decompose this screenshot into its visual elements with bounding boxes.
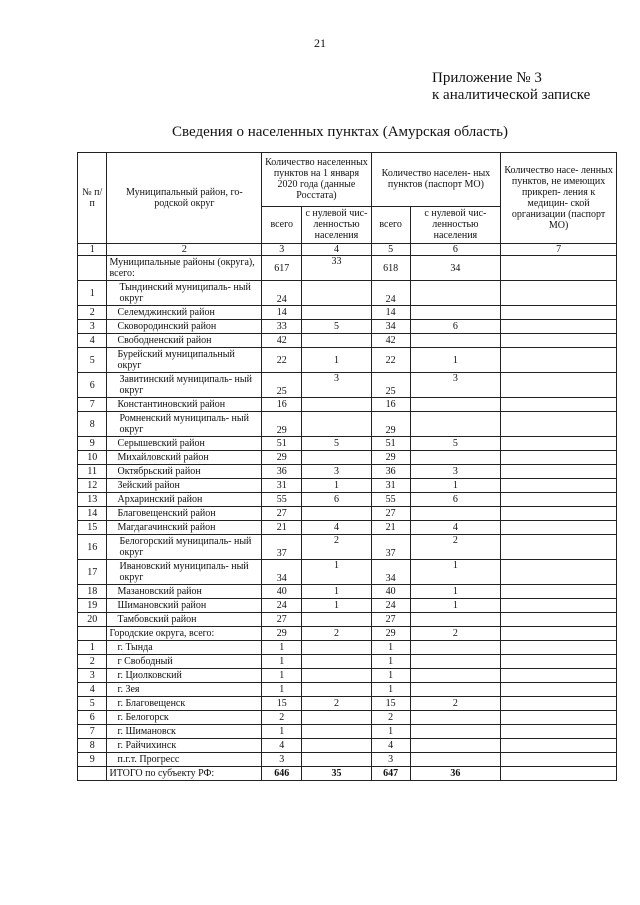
district-row bbox=[78, 412, 617, 437]
zero-passport: 6 bbox=[410, 493, 501, 507]
unattached-count bbox=[501, 507, 617, 521]
row-number: 6 bbox=[78, 711, 107, 725]
row-number: 7 bbox=[78, 725, 107, 739]
zero-rosstat: 1 bbox=[302, 479, 371, 493]
total-rosstat: 1 bbox=[262, 641, 302, 655]
unattached-count bbox=[501, 560, 617, 585]
unattached-count bbox=[501, 711, 617, 725]
row-name: г. Белогорск bbox=[107, 711, 262, 725]
zero-rosstat bbox=[302, 613, 371, 627]
total-rosstat: 22 bbox=[262, 348, 302, 373]
page-number: 21 bbox=[314, 36, 326, 50]
row-number: 4 bbox=[78, 334, 107, 348]
document-title: Сведения о населенных пунктах (Амурская область) bbox=[172, 124, 508, 140]
row-number: 17 bbox=[78, 560, 107, 585]
zero-passport: 1 bbox=[410, 479, 501, 493]
total-passport: 15 bbox=[371, 697, 410, 711]
municipal-total-label: Муниципальные районы (округа), всего: bbox=[107, 256, 262, 281]
row-number: 19 bbox=[78, 599, 107, 613]
row-number: 2 bbox=[78, 306, 107, 320]
district-row bbox=[78, 334, 617, 348]
city-row bbox=[78, 753, 617, 767]
unattached-count bbox=[501, 465, 617, 479]
district-row bbox=[78, 348, 617, 373]
zero-passport bbox=[410, 753, 501, 767]
zero-rosstat bbox=[302, 725, 371, 739]
zero-rosstat: 1 bbox=[302, 599, 371, 613]
total-rosstat: 2 bbox=[262, 711, 302, 725]
column-index: 2 bbox=[107, 244, 262, 256]
header-district: Муниципальный район, го- родской округ bbox=[107, 153, 262, 244]
unattached-count bbox=[501, 398, 617, 412]
zero-rosstat bbox=[302, 412, 371, 437]
unattached-count bbox=[501, 683, 617, 697]
total-passport: 22 bbox=[371, 348, 410, 373]
row-name: г. Райчихинск bbox=[107, 739, 262, 753]
zero-passport bbox=[410, 451, 501, 465]
row-number: 20 bbox=[78, 613, 107, 627]
total-rosstat: 24 bbox=[262, 599, 302, 613]
urban-total-rosstat: 29 bbox=[262, 627, 302, 641]
total-passport: 1 bbox=[371, 683, 410, 697]
row-name: п.г.т. Прогресс bbox=[107, 753, 262, 767]
unattached-count bbox=[501, 753, 617, 767]
total-rosstat: 1 bbox=[262, 655, 302, 669]
total-rosstat: 31 bbox=[262, 479, 302, 493]
unattached-count bbox=[501, 697, 617, 711]
column-index: 6 bbox=[410, 244, 501, 256]
zero-passport: 5 bbox=[410, 437, 501, 451]
row-name: Сковородинский район bbox=[107, 320, 262, 334]
header-zero-passport: с нулевой чис- ленностью населения bbox=[410, 206, 501, 243]
total-rosstat: 3 bbox=[262, 753, 302, 767]
unattached-count bbox=[501, 655, 617, 669]
total-rosstat: 36 bbox=[262, 465, 302, 479]
district-row bbox=[78, 599, 617, 613]
municipal-total-row bbox=[78, 256, 617, 281]
row-number: 5 bbox=[78, 697, 107, 711]
zero-passport bbox=[410, 641, 501, 655]
zero-passport bbox=[410, 306, 501, 320]
total-rosstat: 51 bbox=[262, 437, 302, 451]
grand-total-row bbox=[78, 767, 617, 781]
district-row bbox=[78, 437, 617, 451]
total-rosstat: 40 bbox=[262, 585, 302, 599]
total-rosstat: 1 bbox=[262, 683, 302, 697]
zero-passport: 3 bbox=[410, 373, 501, 398]
total-passport: 31 bbox=[371, 479, 410, 493]
total-rosstat: 1 bbox=[262, 725, 302, 739]
zero-passport: 3 bbox=[410, 465, 501, 479]
row-name: Селемджинский район bbox=[107, 306, 262, 320]
unattached-count bbox=[501, 641, 617, 655]
zero-passport: 1 bbox=[410, 585, 501, 599]
appendix-caption bbox=[432, 70, 590, 104]
zero-rosstat bbox=[302, 306, 371, 320]
zero-passport bbox=[410, 281, 501, 306]
zero-rosstat bbox=[302, 711, 371, 725]
header-unattached: Количество насе- ленных пунктов, не имеющих прикреп- ления к медицин- ской организации (паспорт МО) bbox=[501, 153, 617, 244]
zero-passport bbox=[410, 725, 501, 739]
total-passport: 24 bbox=[371, 281, 410, 306]
municipal-zero-passport: 34 bbox=[410, 256, 501, 281]
zero-rosstat bbox=[302, 683, 371, 697]
zero-rosstat bbox=[302, 753, 371, 767]
total-passport: 3 bbox=[371, 753, 410, 767]
row-name: Тындинский муниципаль- ный округ bbox=[107, 281, 262, 306]
total-passport: 40 bbox=[371, 585, 410, 599]
row-number: 15 bbox=[78, 521, 107, 535]
row-number: 10 bbox=[78, 451, 107, 465]
row-name: Константиновский район bbox=[107, 398, 262, 412]
zero-rosstat bbox=[302, 739, 371, 753]
total-rosstat: 29 bbox=[262, 412, 302, 437]
total-rosstat: 55 bbox=[262, 493, 302, 507]
district-row bbox=[78, 398, 617, 412]
row-name: г. Шимановск bbox=[107, 725, 262, 739]
district-row bbox=[78, 613, 617, 627]
unattached-count bbox=[501, 451, 617, 465]
unattached-count bbox=[501, 669, 617, 683]
row-number: 11 bbox=[78, 465, 107, 479]
unattached-count bbox=[501, 373, 617, 398]
grand-total-rosstat: 646 bbox=[262, 767, 302, 781]
unattached-count bbox=[501, 320, 617, 334]
city-row bbox=[78, 725, 617, 739]
row-name: Белогорский муниципаль- ный округ bbox=[107, 535, 262, 560]
zero-rosstat: 2 bbox=[302, 535, 371, 560]
grand-total-passport: 647 bbox=[371, 767, 410, 781]
zero-rosstat bbox=[302, 281, 371, 306]
column-index: 5 bbox=[371, 244, 410, 256]
district-row bbox=[78, 585, 617, 599]
zero-rosstat: 2 bbox=[302, 697, 371, 711]
municipal-zero-rosstat: 33 bbox=[302, 256, 371, 281]
zero-rosstat: 1 bbox=[302, 560, 371, 585]
row-number: 3 bbox=[78, 320, 107, 334]
total-passport: 16 bbox=[371, 398, 410, 412]
total-passport: 55 bbox=[371, 493, 410, 507]
district-row bbox=[78, 306, 617, 320]
row-number: 5 bbox=[78, 348, 107, 373]
row-name: Магдагачинский район bbox=[107, 521, 262, 535]
city-row bbox=[78, 697, 617, 711]
row-number: 6 bbox=[78, 373, 107, 398]
urban-total-label: Городские округа, всего: bbox=[107, 627, 262, 641]
settlements-table bbox=[77, 152, 617, 781]
table-header bbox=[78, 153, 617, 244]
unattached-count bbox=[501, 348, 617, 373]
total-passport: 1 bbox=[371, 669, 410, 683]
row-name: Ивановский муниципаль- ный округ bbox=[107, 560, 262, 585]
header-passport: Количество населен- ных пунктов (паспорт МО) bbox=[371, 153, 500, 207]
unattached-count bbox=[501, 493, 617, 507]
row-number: 4 bbox=[78, 683, 107, 697]
grand-zero-passport: 36 bbox=[410, 767, 501, 781]
column-index-row bbox=[78, 244, 617, 256]
row-name: Завитинский муниципаль- ный округ bbox=[107, 373, 262, 398]
column-index: 7 bbox=[501, 244, 617, 256]
zero-rosstat: 1 bbox=[302, 348, 371, 373]
unattached-count bbox=[501, 725, 617, 739]
total-passport: 1 bbox=[371, 655, 410, 669]
total-rosstat: 27 bbox=[262, 613, 302, 627]
row-name: Благовещенский район bbox=[107, 507, 262, 521]
row-name: Бурейский муниципальный округ bbox=[107, 348, 262, 373]
zero-passport: 2 bbox=[410, 535, 501, 560]
row-number: 8 bbox=[78, 739, 107, 753]
city-row bbox=[78, 669, 617, 683]
table-body bbox=[78, 244, 617, 781]
header-rosstat: Количество населенных пунктов на 1 января 2020 года (данные Росстата) bbox=[262, 153, 371, 207]
municipal-total-rosstat: 617 bbox=[262, 256, 302, 281]
urban-zero-rosstat: 2 bbox=[302, 627, 371, 641]
total-passport: 2 bbox=[371, 711, 410, 725]
row-name: Свободненский район bbox=[107, 334, 262, 348]
row-name: Ромненский муниципаль- ный округ bbox=[107, 412, 262, 437]
row-number: 9 bbox=[78, 437, 107, 451]
total-rosstat: 25 bbox=[262, 373, 302, 398]
zero-passport bbox=[410, 655, 501, 669]
zero-rosstat: 1 bbox=[302, 585, 371, 599]
row-number: 2 bbox=[78, 655, 107, 669]
district-row bbox=[78, 560, 617, 585]
district-row bbox=[78, 320, 617, 334]
row-name: г. Циолковский bbox=[107, 669, 262, 683]
total-passport: 34 bbox=[371, 320, 410, 334]
zero-passport bbox=[410, 507, 501, 521]
zero-passport bbox=[410, 613, 501, 627]
unattached-count bbox=[501, 521, 617, 535]
column-index: 3 bbox=[262, 244, 302, 256]
header-num: № п/п bbox=[78, 153, 107, 244]
total-passport: 24 bbox=[371, 599, 410, 613]
unattached-count bbox=[501, 306, 617, 320]
zero-passport bbox=[410, 669, 501, 683]
zero-rosstat: 6 bbox=[302, 493, 371, 507]
total-rosstat: 34 bbox=[262, 560, 302, 585]
row-name: г. Зея bbox=[107, 683, 262, 697]
total-passport: 1 bbox=[371, 725, 410, 739]
zero-passport bbox=[410, 683, 501, 697]
unattached-count bbox=[501, 739, 617, 753]
unattached-count bbox=[501, 334, 617, 348]
row-name: Октябрьский район bbox=[107, 465, 262, 479]
row-number: 9 bbox=[78, 753, 107, 767]
row-number: 16 bbox=[78, 535, 107, 560]
district-row bbox=[78, 535, 617, 560]
total-rosstat: 37 bbox=[262, 535, 302, 560]
city-row bbox=[78, 641, 617, 655]
zero-passport bbox=[410, 739, 501, 753]
row-name: Шимановский район bbox=[107, 599, 262, 613]
zero-passport bbox=[410, 412, 501, 437]
urban-total-row bbox=[78, 627, 617, 641]
total-rosstat: 33 bbox=[262, 320, 302, 334]
total-passport: 37 bbox=[371, 535, 410, 560]
total-rosstat: 42 bbox=[262, 334, 302, 348]
unattached-count bbox=[501, 479, 617, 493]
zero-passport: 1 bbox=[410, 560, 501, 585]
zero-rosstat bbox=[302, 398, 371, 412]
total-passport: 1 bbox=[371, 641, 410, 655]
total-rosstat: 29 bbox=[262, 451, 302, 465]
total-passport: 42 bbox=[371, 334, 410, 348]
total-rosstat: 14 bbox=[262, 306, 302, 320]
total-passport: 4 bbox=[371, 739, 410, 753]
unattached-count bbox=[501, 437, 617, 451]
row-name: г. Благовещенск bbox=[107, 697, 262, 711]
unattached-count bbox=[501, 535, 617, 560]
zero-rosstat: 3 bbox=[302, 373, 371, 398]
total-passport: 29 bbox=[371, 412, 410, 437]
total-rosstat: 15 bbox=[262, 697, 302, 711]
total-passport: 29 bbox=[371, 451, 410, 465]
grand-zero-rosstat: 35 bbox=[302, 767, 371, 781]
row-number: 1 bbox=[78, 641, 107, 655]
city-row bbox=[78, 683, 617, 697]
row-name: Зейский район bbox=[107, 479, 262, 493]
total-passport: 27 bbox=[371, 507, 410, 521]
row-number: 14 bbox=[78, 507, 107, 521]
row-number: 7 bbox=[78, 398, 107, 412]
row-name: Мазановский район bbox=[107, 585, 262, 599]
zero-rosstat bbox=[302, 669, 371, 683]
zero-passport: 1 bbox=[410, 348, 501, 373]
district-row bbox=[78, 521, 617, 535]
total-rosstat: 24 bbox=[262, 281, 302, 306]
unattached-count bbox=[501, 281, 617, 306]
city-row bbox=[78, 711, 617, 725]
appendix-line-1: Приложение № 3 bbox=[432, 70, 542, 86]
zero-passport: 4 bbox=[410, 521, 501, 535]
row-name: г. Тында bbox=[107, 641, 262, 655]
zero-passport bbox=[410, 398, 501, 412]
zero-rosstat: 4 bbox=[302, 521, 371, 535]
district-row bbox=[78, 465, 617, 479]
urban-zero-passport: 2 bbox=[410, 627, 501, 641]
total-rosstat: 4 bbox=[262, 739, 302, 753]
unattached-count bbox=[501, 613, 617, 627]
district-row bbox=[78, 493, 617, 507]
municipal-total-passport: 618 bbox=[371, 256, 410, 281]
unattached-count bbox=[501, 585, 617, 599]
total-passport: 51 bbox=[371, 437, 410, 451]
total-rosstat: 21 bbox=[262, 521, 302, 535]
zero-rosstat bbox=[302, 334, 371, 348]
row-number: 8 bbox=[78, 412, 107, 437]
total-passport: 34 bbox=[371, 560, 410, 585]
zero-rosstat bbox=[302, 641, 371, 655]
total-passport: 21 bbox=[371, 521, 410, 535]
unattached-count bbox=[501, 599, 617, 613]
total-passport: 14 bbox=[371, 306, 410, 320]
zero-passport: 2 bbox=[410, 697, 501, 711]
zero-rosstat bbox=[302, 507, 371, 521]
row-name: Серышевский район bbox=[107, 437, 262, 451]
row-number: 1 bbox=[78, 281, 107, 306]
city-row bbox=[78, 655, 617, 669]
unattached-count bbox=[501, 412, 617, 437]
district-row bbox=[78, 373, 617, 398]
header-total-rosstat: всего bbox=[262, 206, 302, 243]
total-rosstat: 16 bbox=[262, 398, 302, 412]
header-total-passport: всего bbox=[371, 206, 410, 243]
district-row bbox=[78, 281, 617, 306]
zero-rosstat bbox=[302, 451, 371, 465]
zero-rosstat: 5 bbox=[302, 320, 371, 334]
row-name: Михайловский район bbox=[107, 451, 262, 465]
row-number: 13 bbox=[78, 493, 107, 507]
district-row bbox=[78, 479, 617, 493]
zero-passport bbox=[410, 711, 501, 725]
city-row bbox=[78, 739, 617, 753]
zero-rosstat: 3 bbox=[302, 465, 371, 479]
total-passport: 25 bbox=[371, 373, 410, 398]
row-number: 18 bbox=[78, 585, 107, 599]
zero-passport: 6 bbox=[410, 320, 501, 334]
row-number: 12 bbox=[78, 479, 107, 493]
header-zero-rosstat: с нулевой чис- ленностью населения bbox=[302, 206, 371, 243]
total-passport: 36 bbox=[371, 465, 410, 479]
total-passport: 27 bbox=[371, 613, 410, 627]
district-row bbox=[78, 507, 617, 521]
zero-passport: 1 bbox=[410, 599, 501, 613]
column-index: 4 bbox=[302, 244, 371, 256]
zero-rosstat: 5 bbox=[302, 437, 371, 451]
row-number: 3 bbox=[78, 669, 107, 683]
total-rosstat: 27 bbox=[262, 507, 302, 521]
grand-total-label: ИТОГО по субъекту РФ: bbox=[107, 767, 262, 781]
zero-passport bbox=[410, 334, 501, 348]
column-index: 1 bbox=[78, 244, 107, 256]
total-rosstat: 1 bbox=[262, 669, 302, 683]
urban-total-passport: 29 bbox=[371, 627, 410, 641]
appendix-line-2: к аналитической записке bbox=[432, 87, 591, 103]
row-name: г Свободный bbox=[107, 655, 262, 669]
row-name: Тамбовский район bbox=[107, 613, 262, 627]
row-name: Архаринский район bbox=[107, 493, 262, 507]
district-row bbox=[78, 451, 617, 465]
zero-rosstat bbox=[302, 655, 371, 669]
